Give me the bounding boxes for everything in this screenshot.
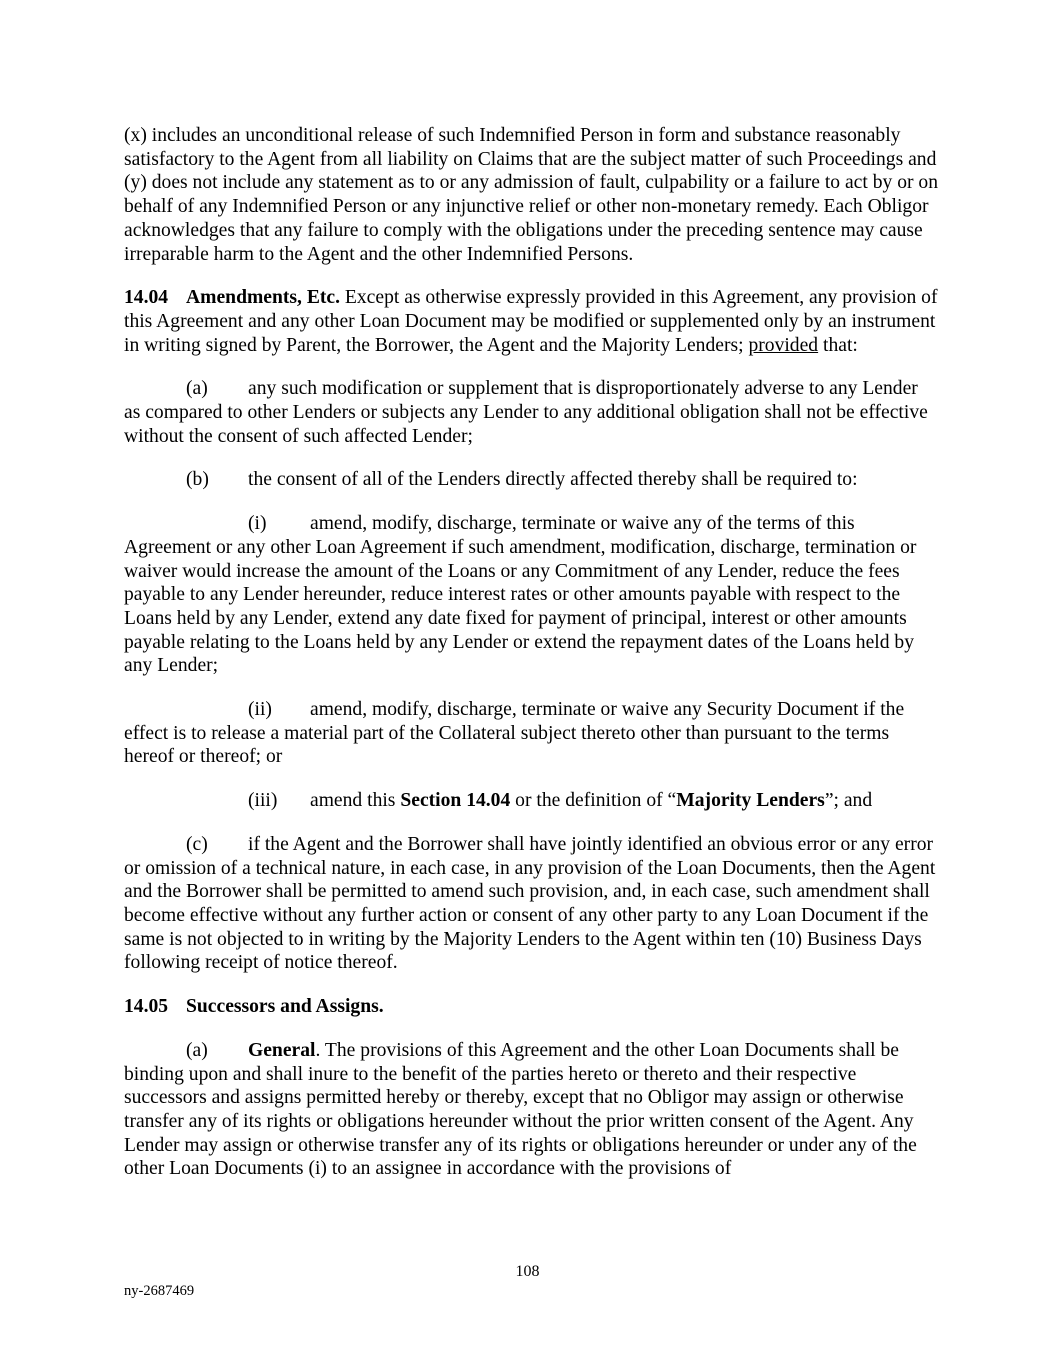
defined-term: Majority Lenders	[676, 790, 825, 812]
clause-text: . The provisions of this Agreement and the other Loan Documents shall be binding upon and shall inure to the benefit of the parties hereto or thereto and their respective successors and assigns permitted hereby or thereby, except that no Obligor may assign or otherwise transfer any of its rights or obligations hereunder without the prior written consent of the Agent. Any Lender may assign or otherwise transfer any of its rights or obligations hereunder or under any of the other Loan Documents (i) to an assignee in accordance with the provisions of	[124, 1039, 917, 1180]
section-title: Successors and Assigns.	[186, 996, 384, 1018]
section-14-04	[124, 286, 939, 357]
clause-b	[124, 468, 939, 492]
document-body	[124, 124, 939, 1201]
subclause-text: amend this	[310, 790, 401, 812]
clause-text: the consent of all of the Lenders directly affected thereby shall be required to:	[248, 469, 858, 491]
clause-a	[124, 377, 939, 448]
subclause-label: (i)	[248, 513, 267, 535]
clause-b-ii	[124, 698, 939, 769]
clause-general	[124, 1039, 939, 1181]
section-title: Amendments, Etc.	[186, 287, 341, 309]
subclause-text: ”; and	[824, 790, 873, 812]
clause-label: (b)	[186, 469, 209, 491]
subclause-label: (iii)	[248, 790, 278, 812]
section-text: Except as otherwise expressly provided in this Agreement, any provision of this Agreement and any other Loan Document may be modified or supplemented only by an instrument in writing signed by Parent, the Borrower, the Agent and the Majority Lenders;	[124, 287, 938, 356]
clause-c	[124, 833, 939, 975]
section-14-05	[124, 995, 939, 1019]
clause-title: General	[248, 1039, 316, 1061]
subclause-label: (ii)	[248, 699, 272, 721]
section-reference: Section 14.04	[400, 790, 511, 812]
paragraph-continuation: (x) includes an unconditional release of such Indemnified Person in form and substance reasonably satisfactory to the Agent from all liability on Claims that are the subject matter of such Proceedings and (y) does not include any statement as to or any admission of fault, culpability or a failure to act by or on behalf of any Indemnified Person or any injunctive relief or other non-monetary remedy. Each Obligor acknowledges that any failure to comply with the obligations under the preceding sentence may cause irreparable harm to the Agent and the other Indemnified Persons.	[124, 125, 939, 265]
document-id: ny-2687469	[124, 1283, 195, 1299]
section-text-end: that:	[818, 334, 858, 356]
clause-b-i	[124, 512, 939, 678]
subclause-text: or the definition of “	[510, 790, 677, 812]
clause-text: if the Agent and the Borrower shall have jointly identified an obvious error or any error or omission of a technical nature, in each case, in any provision of the Loan Documents, then the Agent and the Borrower shall be permitted to amend such provision, and, in each case, such amendment shall become effective without any further action or consent of any other party to any Loan Document if the same is not objected to in writing by the Majority Lenders to the Agent within ten (10) Business Days following receipt of notice thereof.	[124, 833, 936, 974]
subclause-text: amend, modify, discharge, terminate or waive any of the terms of this Agreement or any other Loan Agreement if such amendment, modification, discharge, termination or waiver would increase the amount of the Loans or any Commitment of any Lender, reduce the fees payable to any Lender hereunder, reduce interest rates or other amounts payable with respect to the Loans held by any Lender, extend any date fixed for payment of principal, interest or other amounts payable relating to the Loans held by any Lender or extend the repayment dates of the Loans held by any Lender;	[124, 513, 917, 677]
clause-text: any such modification or supplement that is disproportionately adverse to any Lender as compared to other Lenders or subjects any Lender to any additional obligation shall not be effective without the consent of such affected Lender;	[124, 378, 928, 447]
provided-term: provided	[748, 334, 819, 356]
clause-label: (c)	[186, 833, 208, 855]
section-number: 14.05	[124, 996, 169, 1018]
clause-label: (a)	[186, 378, 208, 400]
page-number: 108	[515, 1263, 540, 1280]
clause-label: (a)	[186, 1039, 208, 1061]
clause-b-iii	[124, 789, 939, 813]
subclause-text: amend, modify, discharge, terminate or waive any Security Document if the effect is to release a material part of the Collateral subject thereto other than pursuant to the terms hereof or thereof; or	[124, 699, 905, 768]
section-number: 14.04	[124, 287, 169, 309]
